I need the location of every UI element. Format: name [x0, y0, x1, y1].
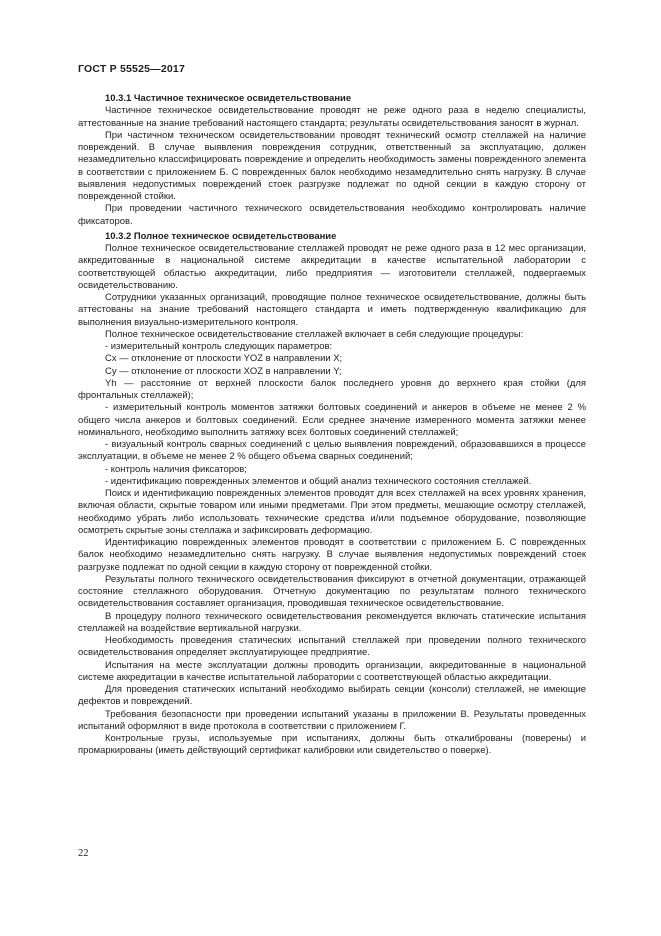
list-item: Cx — отклонение от плоскости YOZ в направлении X;: [105, 353, 343, 365]
paragraph: При частичном техническом освидетельствовании проводят технический осмотр стеллажей на наличие повреждений. В случае выявления повреждения сотрудник, ответственный за эксплуатацию, должен незамедлительно классифицировать повреждение и определить необходимость замены поврежденного элемента в соответствии с приложением Б. С поврежденных балок необходимо незамедлительно снять нагрузку. В случае выявления недопустимых повреждений стоек разгрузке подлежат по одной секции в каждую сторону от поврежденной стойки.: [78, 129, 586, 202]
page-number: 22: [78, 848, 89, 859]
standard-designation: ГОСТ Р 55525—2017: [78, 63, 186, 75]
paragraph: Поиск и идентификацию поврежденных элементов проводят для всех стеллажей на всех уровнях хранения, включая области, скрытые товаром или иными предметами. При этом предметы, мешающие осмотру стеллажей, необходимо убрать либо использовать технические средства и/или подъемное оборудование, позволяющие осмотреть скрытые зоны стеллажа и зафиксировать деформацию.: [78, 488, 586, 536]
paragraph: Требования безопасности при проведении испытаний указаны в приложении В. Результаты проведенных испытаний оформляют в виде протокола в соответствии с приложением Г.: [78, 708, 586, 732]
document-body: [78, 93, 586, 758]
list-item: - измерительный контроль следующих параметров:: [105, 341, 333, 352]
paragraph: В процедуру полного технического освидетельствования рекомендуется включать статические испытания стеллажей на воздействие вертикальной нагрузки.: [78, 610, 586, 634]
paragraph: Результаты полного технического освидетельствования фиксируют в отчетной документации, отражающей состояние стеллажного оборудования. Отчетную документацию по результатам полного технического освидетельствования составляет организация, проводившая техническое освидетельствование.: [78, 573, 586, 610]
paragraph: Сотрудники указанных организаций, проводящие полное техническое освидетельствование, должны быть аттестованы на знание требований настоящего стандарта и иметь подтвержденную квалификацию для выполнения визуально-измерительного контроля.: [78, 292, 586, 328]
section-heading-10-3-2: 10.3.2 Полное техническое освидетельствование: [105, 230, 337, 242]
list-item: - измерительный контроль моментов затяжки болтовых соединений и анкеров в объеме не менее 2 % общего числа анкеров и болтовых соединений. Если среднее значение измеренного момента затяжки менее номинального, необходимо выполнить затяжку всех болтовых соединений стеллажей;: [78, 402, 586, 438]
paragraph: Испытания на месте эксплуатации должны проводить организации, аккредитованные в национальной системе аккредитации в качестве испытательной лаборатории с соответствующей областью аккредитации.: [78, 659, 586, 683]
paragraph: Полное техническое освидетельствование стеллажей включает в себя следующие процедуры:: [105, 328, 524, 340]
paragraph: Идентификацию поврежденных элементов проводят в соответствии с приложением Б. С поврежденных балок необходимо незамедлительно снять нагрузку. В случае выявления недопустимых повреждений стоек разгрузке подлежат по одной секции в каждую сторону от поврежденной стойки.: [78, 537, 586, 573]
paragraph: Для проведения статических испытаний необходимо выбирать секции (консоли) стеллажей, не имеющие дефектов и повреждений.: [78, 684, 586, 708]
list-item: - визуальный контроль сварных соединений с целью выявления повреждений, образовавшихся в процессе эксплуатации, в объеме не менее 2 % общего объема сварных соединений;: [78, 439, 586, 463]
paragraph: Необходимость проведения статических испытаний стеллажей при проведении полного технического освидетельствования определяет эксплуатирующее предприятие.: [78, 635, 586, 659]
list-item: Cy — отклонение от плоскости XOZ в направлении Y;: [105, 365, 342, 377]
paragraph: Контрольные грузы, используемые при испытаниях, должны быть откалиброваны (поверены) и промаркированы (иметь действующий сертификат калибровки или свидетельство о поверке).: [78, 733, 586, 757]
list-item: - идентификацию поврежденных элементов и общий анализ технического состояния стеллажей.: [105, 475, 532, 487]
list-item: - контроль наличия фиксаторов;: [105, 463, 247, 475]
section-heading-10-3-1: 10.3.1 Частичное техническое освидетельствование: [105, 93, 352, 104]
list-item: Yh — расстояние от верхней плоскости балок последнего уровня до верхнего края стойки (для фронтальных стеллажей);: [78, 377, 586, 401]
paragraph: Полное техническое освидетельствование стеллажей проводят не реже одного раза в 12 мес организации, аккредитованные в национальной системе аккредитации в качестве испытательной лаборатории с соответствующей областью аккредитации, либо предприятия — изготовители стеллажей, подвергаемых освидетельствованию.: [78, 243, 586, 291]
paragraph: При проведении частичного технического освидетельствования необходимо контролировать наличие фиксаторов.: [78, 203, 586, 227]
paragraph: Частичное техническое освидетельствование проводят не реже одного раза в неделю специалисты, аттестованные на знание требований настоящего стандарта; результаты освидетельствования заносят в журнал.: [78, 105, 586, 129]
